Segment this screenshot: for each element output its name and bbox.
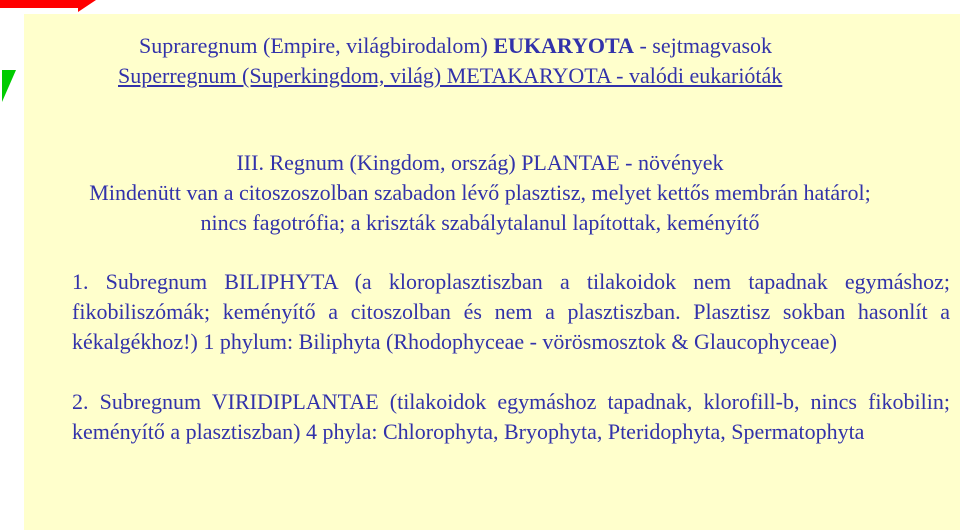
eukaryota-bold: EUKARYOTA [493, 33, 634, 58]
superregnum-line: Superregnum (Superkingdom, világ) METAKARYOTA - valódi eukarióták [118, 63, 783, 88]
green-wedge-decoration [0, 70, 16, 102]
supraregnum-line [139, 32, 772, 60]
supraregnum-prefix: Supraregnum (Empire, világbirodalom) [139, 33, 494, 58]
regnum-desc-1: Mindenütt van a citoszoszolban szabadon lévő plasztisz, melyet kettős membrán határol; [89, 180, 871, 205]
subregnum-biliphyta: 1. Subregnum BILIPHYTA (a kloroplasztiszban a tilakoidok nem tapadnak egymáshoz; fikobiliszómák; keményítő a citoszolban és nem a plasztiszban. Plasztisz sokban hasonlít a kékalgékhoz!) 1 phylum: Biliphyta (Rhodophyceae - vörösmosztok & Glaucophyceae) [72, 269, 950, 354]
red-arrow-decoration [0, 0, 100, 14]
subregnum-viridiplantae: 2. Subregnum VIRIDIPLANTAE (tilakoidok egymáshoz tapadnak, klorofill-b, nincs fikobilin; keményítő a plasztiszban) 4 phyla: Chlorophyta, Bryophyta, Pteridophyta, Spermatophyta [72, 389, 950, 444]
supraregnum-suffix: - sejtmagvasok [633, 33, 773, 58]
regnum-desc-2: nincs fagotrófia; a kriszták szabálytalanul lapítottak, keményítő [200, 210, 760, 235]
regnum-title: III. Regnum (Kingdom, ország) PLANTAE - növények [236, 150, 724, 175]
